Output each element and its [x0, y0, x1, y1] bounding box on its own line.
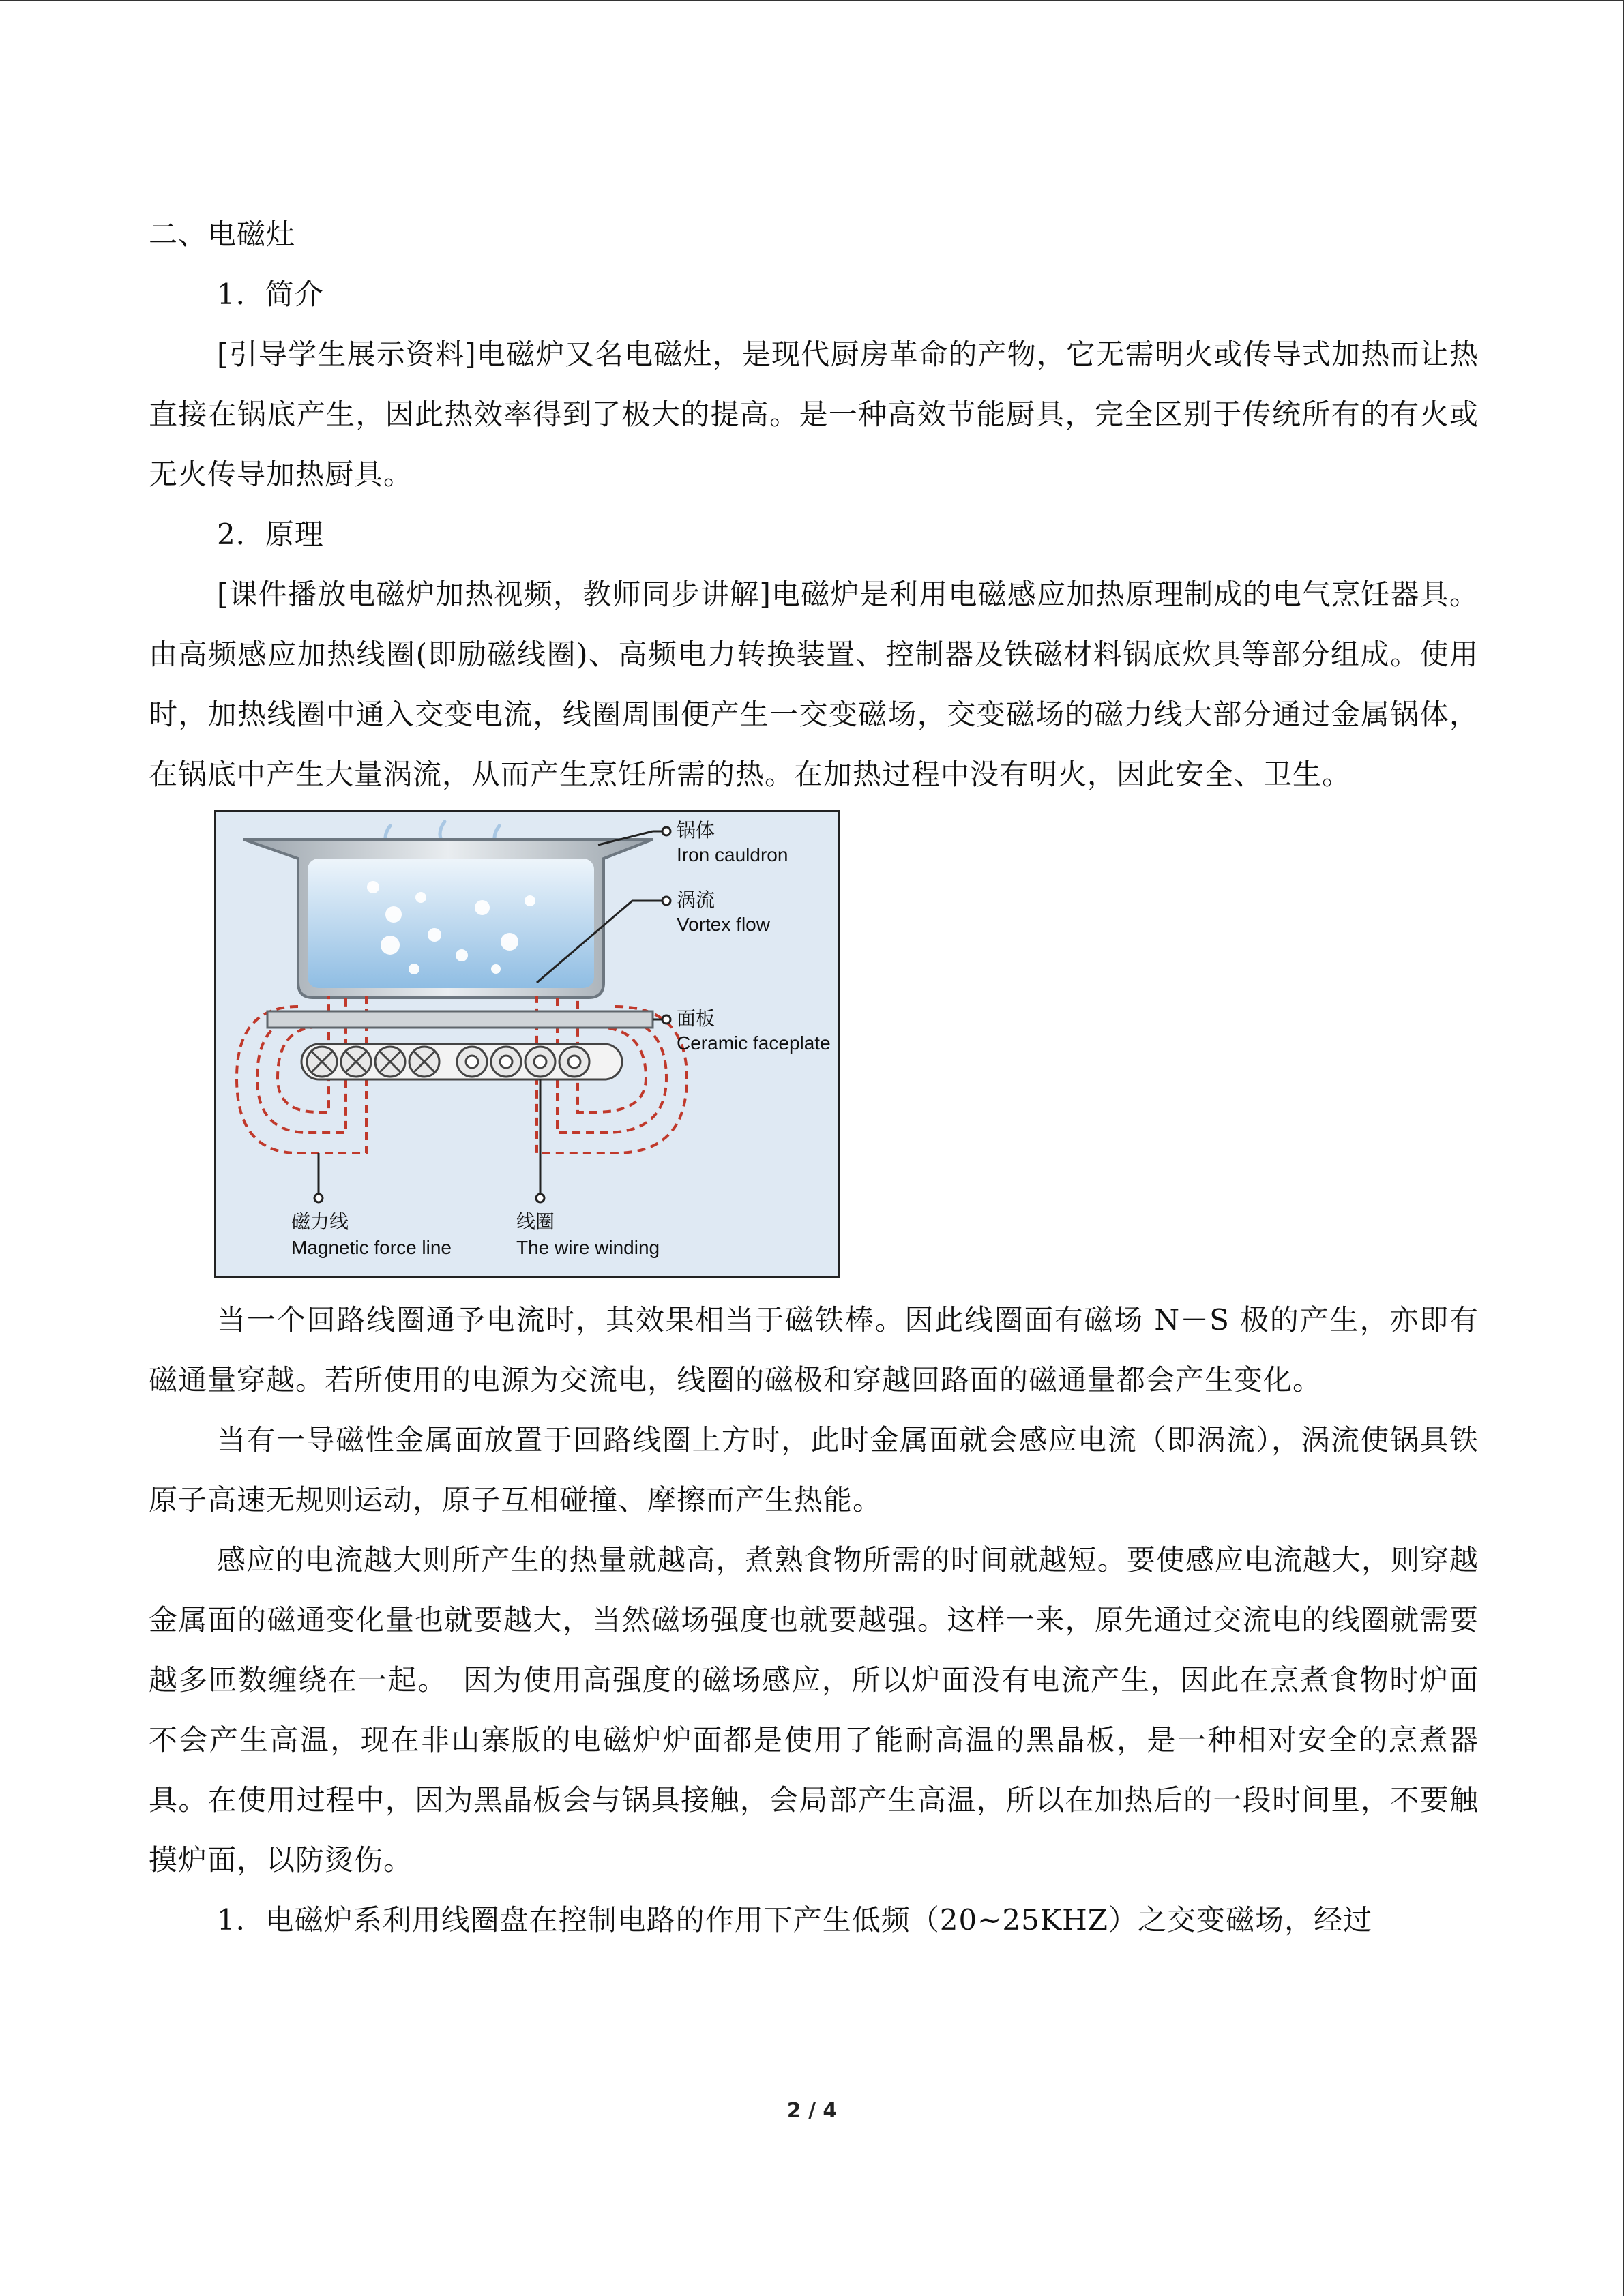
- paragraph-intro: [引导学生展示资料]电磁炉又名电磁灶，是现代厨房革命的产物，它无需明火或传导式加热而让热直接在锅底产生，因此热效率得到了极大的提高。是一种高效节能厨具，完全区别于传统所有的有火或无火传导加热厨具。: [149, 338, 1479, 491]
- label-plate-en: Ceramic faceplate: [677, 1032, 831, 1054]
- subsection-intro-heading: 1．简介: [217, 278, 324, 311]
- paragraph-eddy: 当有一导磁性金属面放置于回路线圈上方时，此时金属面就会感应电流（即涡流），涡流使锅具铁原子高速无规则运动，原子互相碰撞、摩擦而产生热能。: [149, 1423, 1479, 1517]
- paragraph-coil: 当一个回路线圈通予电流时，其效果相当于磁铁棒。因此线圈面有磁场 N－S 极的产生，亦即有磁通量穿越。若所使用的电源为交流电，线圈的磁极和穿越回路面的磁通量都会产生变化。: [149, 1303, 1479, 1397]
- paragraph-current: 感应的电流越大则所产生的热量就越高，煮熟食物所需的时间就越短。要使感应电流越大，则穿越金属面的磁通变化量也就要越大，当然磁场强度也就要越强。这样一来，原先通过交流电的线圈就需要越多匝数缠绕在一起。 因为使用高强度的磁场感应，所以炉面没有电流产生，因此在烹煮食物时炉面不会产生高温，现在非山寨版的电磁炉炉面都是使用了能耐高温的黑晶板，是一种相对安全的烹煮器具。在使用过程中，因为黑晶板会与锅具接触，会局部产生高温，所以在加热后的一段时间里，不要触摸炉面，以防烫伤。: [149, 1543, 1479, 1877]
- document-body: [149, 205, 1479, 1950]
- label-coil-en: The wire winding: [516, 1237, 660, 1258]
- induction-cooker-diagram: [214, 810, 840, 1278]
- subsection-principle-heading: 2．原理: [217, 518, 324, 551]
- coil: [301, 1044, 622, 1079]
- label-magnetic-cn: 磁力线: [291, 1210, 349, 1233]
- label-coil-cn: 线圈: [516, 1210, 555, 1233]
- ceramic-plate: [267, 1011, 653, 1028]
- label-vortex-en: Vortex flow: [677, 914, 770, 935]
- pot: [243, 839, 653, 998]
- paragraph-item-1: 1．电磁炉系利用线圈盘在控制电路的作用下产生低频（20~25KHZ）之交变磁场，经过: [217, 1903, 1372, 1937]
- diagram-svg: [216, 812, 838, 1276]
- label-plate-cn: 面板: [677, 1007, 715, 1030]
- label-magnetic-en: Magnetic force line: [291, 1237, 452, 1258]
- section-title: 二、电磁灶: [149, 218, 296, 251]
- label-pot-cn: 锅体: [677, 819, 715, 841]
- label-pot-en: Iron cauldron: [677, 844, 788, 865]
- paragraph-principle: [课件播放电磁炉加热视频，教师同步讲解]电磁炉是利用电磁感应加热原理制成的电气烹饪器具。由高频感应加热线圈(即励磁线圈)、高频电力转换装置、控制器及铁磁材料锅底炊具等部分组成。使用时，加热线圈中通入交变电流，线圈周围便产生一交变磁场，交变磁场的磁力线大部分通过金属锅体，在锅底中产生大量涡流，从而产生烹饪所需的热。在加热过程中没有明火，因此安全、卫生。: [149, 578, 1479, 791]
- page-number: 2 / 4: [786, 2099, 838, 2123]
- water: [308, 859, 594, 988]
- figure-container: [149, 810, 1479, 1281]
- label-vortex-cn: 涡流: [677, 889, 715, 911]
